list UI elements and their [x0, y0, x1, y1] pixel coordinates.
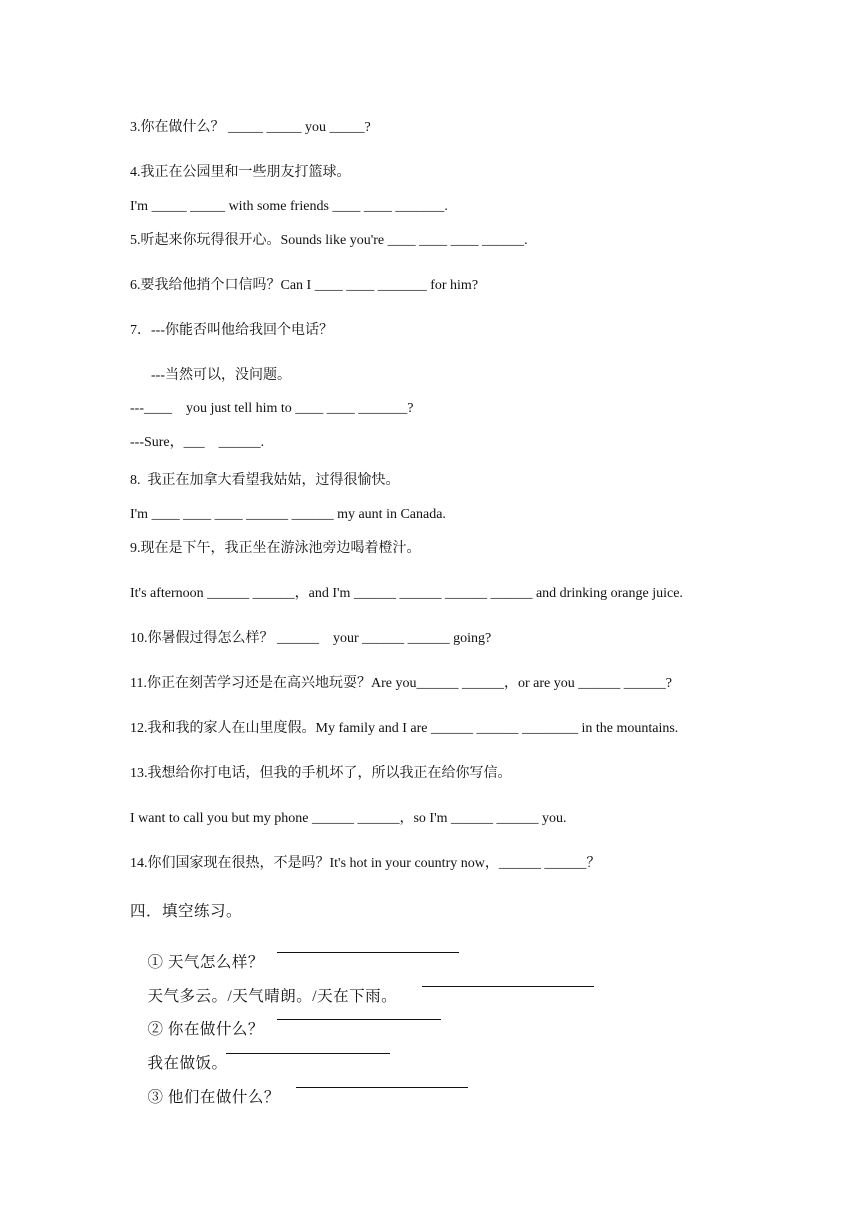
question-4-chinese: 4.我正在公园里和一些朋友打篮球。 [130, 165, 351, 180]
practice-1-answer-blank [422, 972, 594, 987]
question-3: 3.你在做什么？ _____ _____ you _____? [130, 120, 371, 135]
question-7-english-a: ---____ you just tell him to ____ ____ _______? [130, 401, 414, 416]
question-8-english: I'm ____ ____ ____ ______ ______ my aunt in Canada. [130, 507, 446, 522]
question-7-english-b: ---Sure，___ ______. [130, 435, 265, 450]
question-7-chinese-a: 7．---你能否叫他给我回个电话？ [130, 323, 333, 338]
question-7-chinese-b: ---当然可以，没问题。 [151, 368, 291, 383]
question-4-english: I'm _____ _____ with some friends ____ ____ _______. [130, 199, 448, 214]
question-8-chinese: 8. 我正在加拿大看望我姑姑，过得很愉快。 [130, 473, 400, 488]
practice-3-question [130, 1071, 280, 1143]
practice-2-question-text: ② 你在做什么？ [147, 1021, 264, 1038]
question-9-english: It's afternoon ______ ______，and I'm ______ ______ ______ ______ and drinking orange juice. [130, 586, 683, 601]
question-6: 6.要我给他捎个口信吗？Can I ____ ____ _______ for him? [130, 278, 479, 293]
practice-2-answer-blank [226, 1039, 390, 1054]
practice-1-answer-text: 天气多云。/天气晴朗。/天在下雨。 [147, 988, 398, 1005]
question-13-chinese: 13.我想给你打电话，但我的手机坏了，所以我正在给你写信。 [130, 766, 512, 781]
practice-2-question-blank [277, 1005, 441, 1020]
question-10: 10.你暑假过得怎么样？ ______ your ______ ______ going? [130, 631, 492, 646]
question-11: 11.你正在刻苦学习还是在高兴地玩耍？Are you______ ______，or are you ______ ______? [130, 676, 672, 691]
practice-3-question-text: ③ 他们在做什么？ [147, 1089, 280, 1106]
practice-2-answer-text: 我在做饭。 [147, 1055, 228, 1072]
practice-1-question-blank [277, 938, 459, 953]
question-13-english: I want to call you but my phone ______ ______，so I'm ______ ______ you. [130, 811, 567, 826]
practice-3-question-blank [296, 1073, 468, 1088]
practice-1-question-text: ① 天气怎么样？ [147, 954, 264, 971]
question-12: 12.我和我的家人在山里度假。My family and I are ______ ______ ________ in the mountains. [130, 721, 679, 736]
section-4-heading: 四．填空练习。 [130, 903, 243, 920]
question-5: 5.听起来你玩得很开心。Sounds like you're ____ ____ ____ ______. [130, 233, 528, 248]
question-14: 14.你们国家现在很热，不是吗？It's hot in your country now，______ ______？ [130, 856, 601, 871]
question-9-chinese: 9.现在是下午，我正坐在游泳池旁边喝着橙汁。 [130, 541, 421, 556]
